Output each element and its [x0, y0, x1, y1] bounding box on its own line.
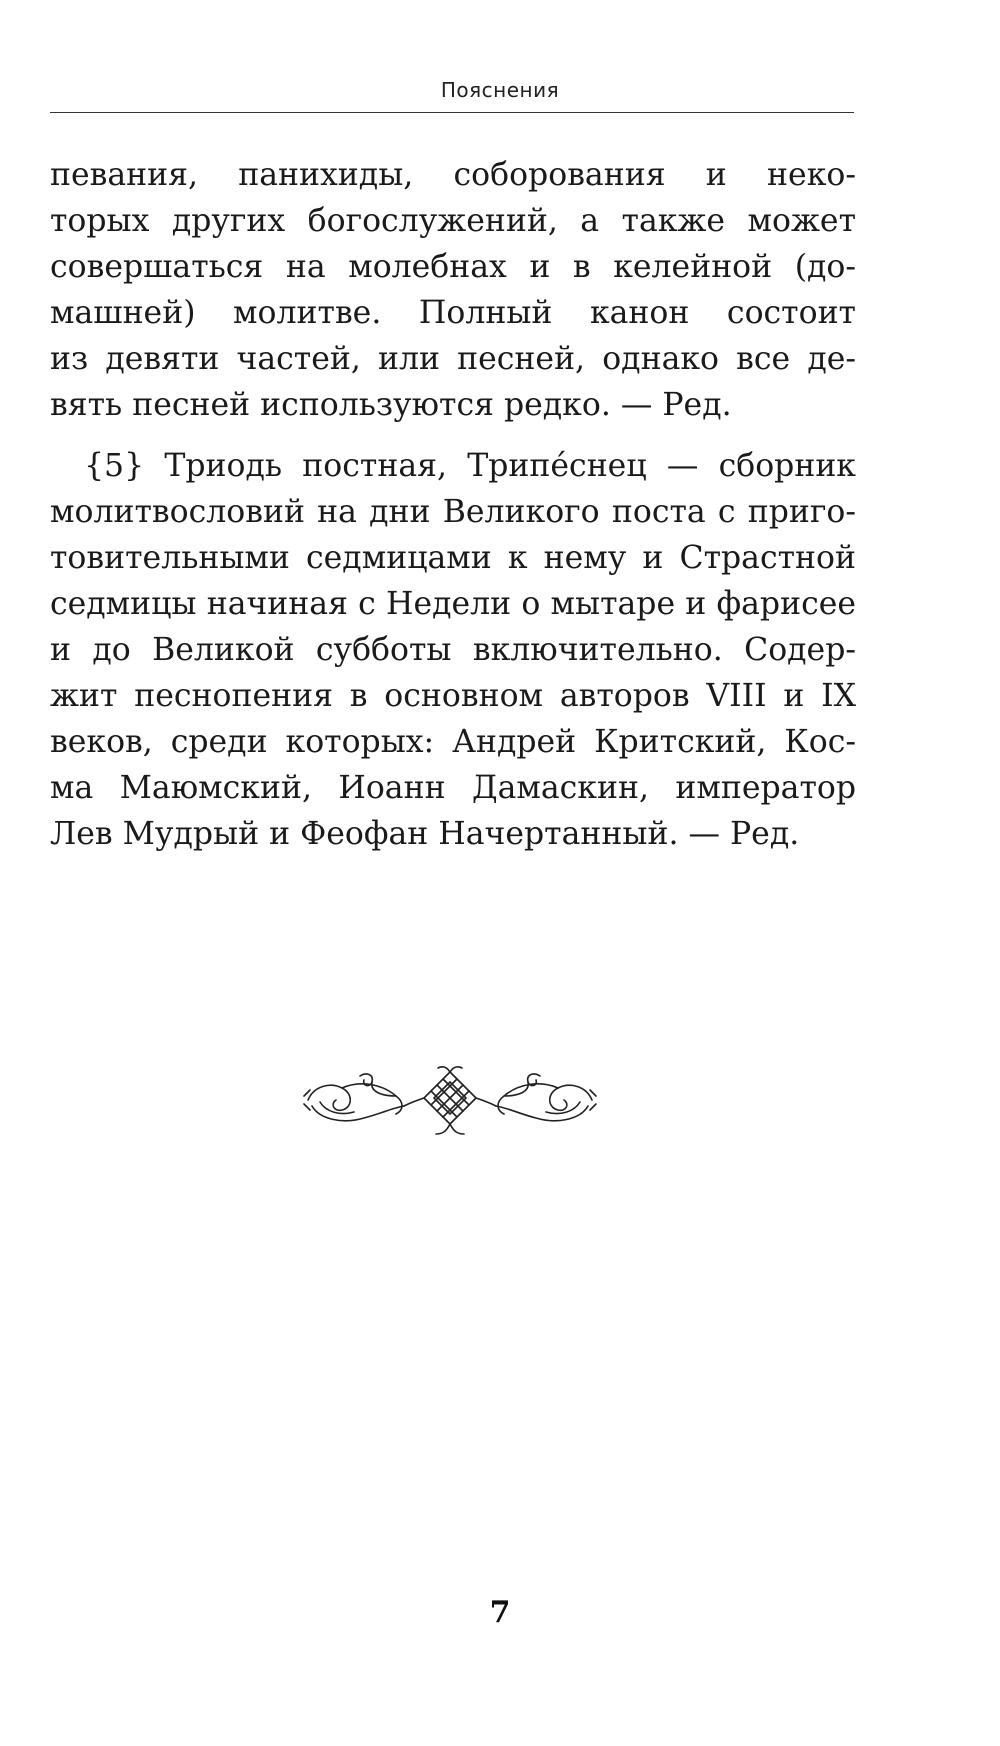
- text-line: жит песнопения в основном авторов VIII и IX: [50, 678, 856, 714]
- text-line: веков, среди которых: Андрей Критский, Кос-: [50, 724, 856, 760]
- text-line: молитвословий на дни Великого поста с приго-: [50, 494, 856, 530]
- text-line: торых других богослужений, а также может: [50, 203, 856, 239]
- text-line: товительными седмицами к нему и Страстной: [50, 540, 856, 576]
- text-line: певания, панихиды, соборования и неко-: [50, 157, 856, 193]
- text-line: из девяти частей, или песней, однако все де-: [50, 341, 856, 377]
- running-title: Пояснения: [440, 78, 560, 102]
- text-line: вять песней используются редко. — Ред.: [50, 387, 732, 423]
- text-line: ма Маюмский, Иоанн Дамаскин, император: [50, 770, 856, 806]
- paragraph-continuation: [50, 152, 856, 428]
- text-line: машней) молитве. Полный канон состоит: [50, 295, 856, 331]
- text-line: совершаться на молебнах и в келейной (до-: [50, 249, 856, 285]
- page-number: 7: [489, 1595, 511, 1630]
- footnote-5: [50, 443, 856, 857]
- text-line: Лев Мудрый и Феофан Начертанный. — Ред.: [50, 816, 800, 852]
- header-rule: [50, 112, 854, 113]
- text-line: {5} Триодь постная, Трипе́снец — сборник: [84, 448, 856, 484]
- text-line: седмицы начиная с Недели о мытаре и фарисее: [50, 586, 856, 622]
- knot-ornament-icon: [300, 1062, 600, 1142]
- text-line: и до Великой субботы включительно. Содер-: [50, 632, 856, 668]
